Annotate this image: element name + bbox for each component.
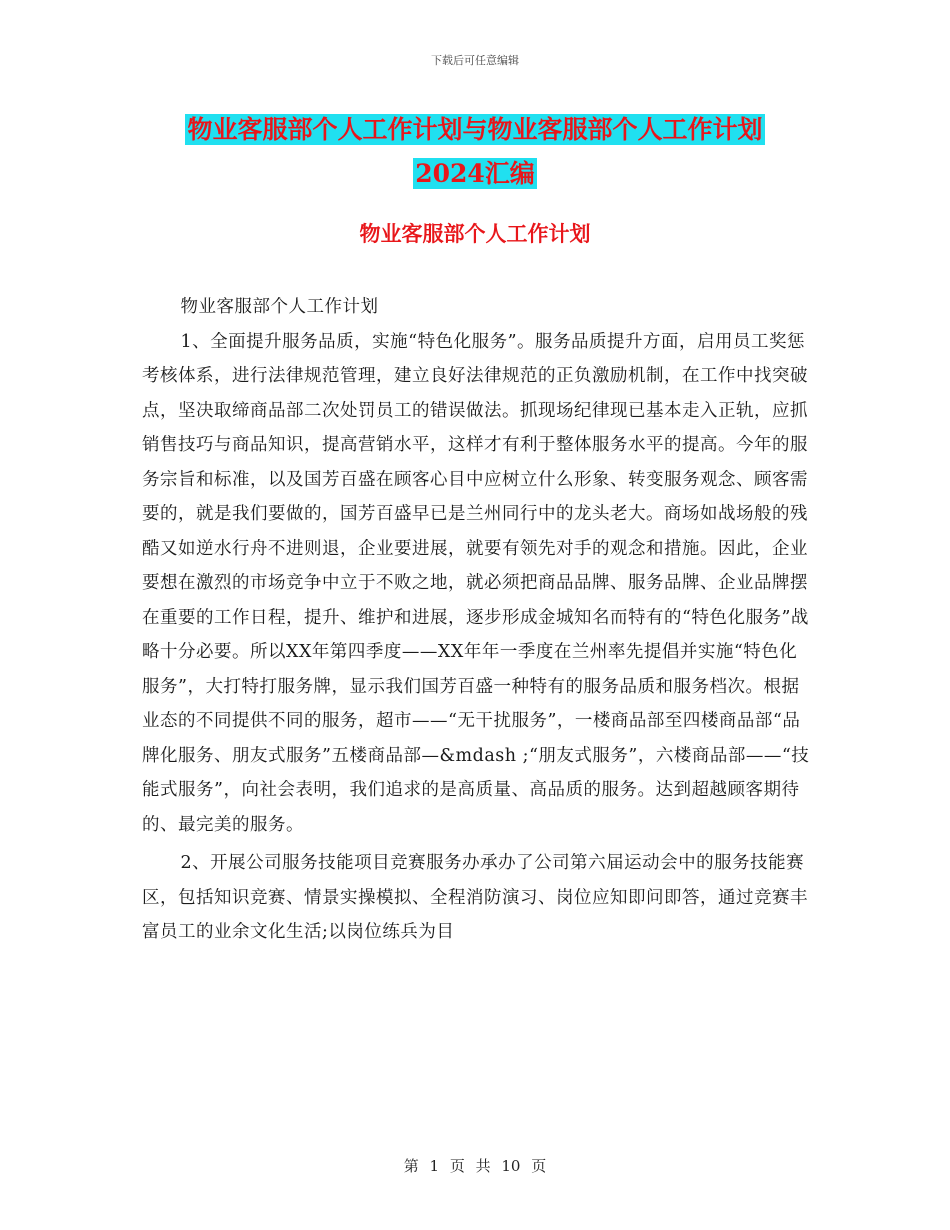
section-title: 物业客服部个人工作计划	[359, 221, 591, 246]
paragraph-item-2: 2、开展公司服务技能项目竞赛服务办承办了公司第六届运动会中的服务技能赛区，包括知识竞赛、情景实操模拟、全程消防演习、岗位应知即问即答，通过竞赛丰富员工的业余文化生活;以岗位练兵为目	[142, 853, 808, 942]
body-text	[142, 290, 814, 950]
document-title-line1: 物业客服部个人工作计划与物业客服部个人工作计划	[187, 115, 763, 144]
document-title	[0, 108, 950, 196]
document-title-line2: 2024汇编	[415, 159, 535, 188]
paragraph-subtitle: 物业客服部个人工作计划	[180, 297, 379, 317]
page-header-note: 下载后可任意编辑	[431, 54, 519, 67]
paragraph-item-1: 1、全面提升服务品质，实施“特色化服务”。服务品质提升方面，启用员工奖惩考核体系，进行法律规范管理，建立良好法律规范的正负激励机制，在工作中找突破点，坚决取缔商品部二次处罚员工的错误做法。抓现场纪律现已基本走入正轨，应抓销售技巧与商品知识，提高营销水平，这样才有利于整体服务水平的提高。今年的服务宗旨和标准，以及国芳百盛在顾客心目中应树立什么形象、转变服务观念、顾客需要的，就是我们要做的，国芳百盛早已是兰州同行中的龙头老大。商场如战场般的残酷又如逆水行舟不进则退，企业要进展，就要有领先对手的观念和措施。因此，企业要想在激烈的市场竞争中立于不败之地，就必须把商品品牌、服务品牌、企业品牌摆在重要的工作日程，提升、维护和进展，逐步形成金城知名而特有的“特色化服务”战略十分必要。所以XX年第四季度——XX年年一季度在兰州率先提倡并实施“特色化服务”，大打特打服务牌，显示我们国芳百盛一种特有的服务品质和服务档次。根据业态的不同提供不同的服务，超市——“无干扰服务”，一楼商品部至四楼商品部“品牌化服务、朋友式服务”五楼商品部—&mdash ;“朋友式服务”，六楼商品部——“技能式服务”，向社会表明，我们追求的是高质量、高品质的服务。达到超越顾客期待的、最完美的服务。	[142, 331, 810, 835]
page-footer: 第 1 页 共 10 页	[403, 1157, 547, 1175]
